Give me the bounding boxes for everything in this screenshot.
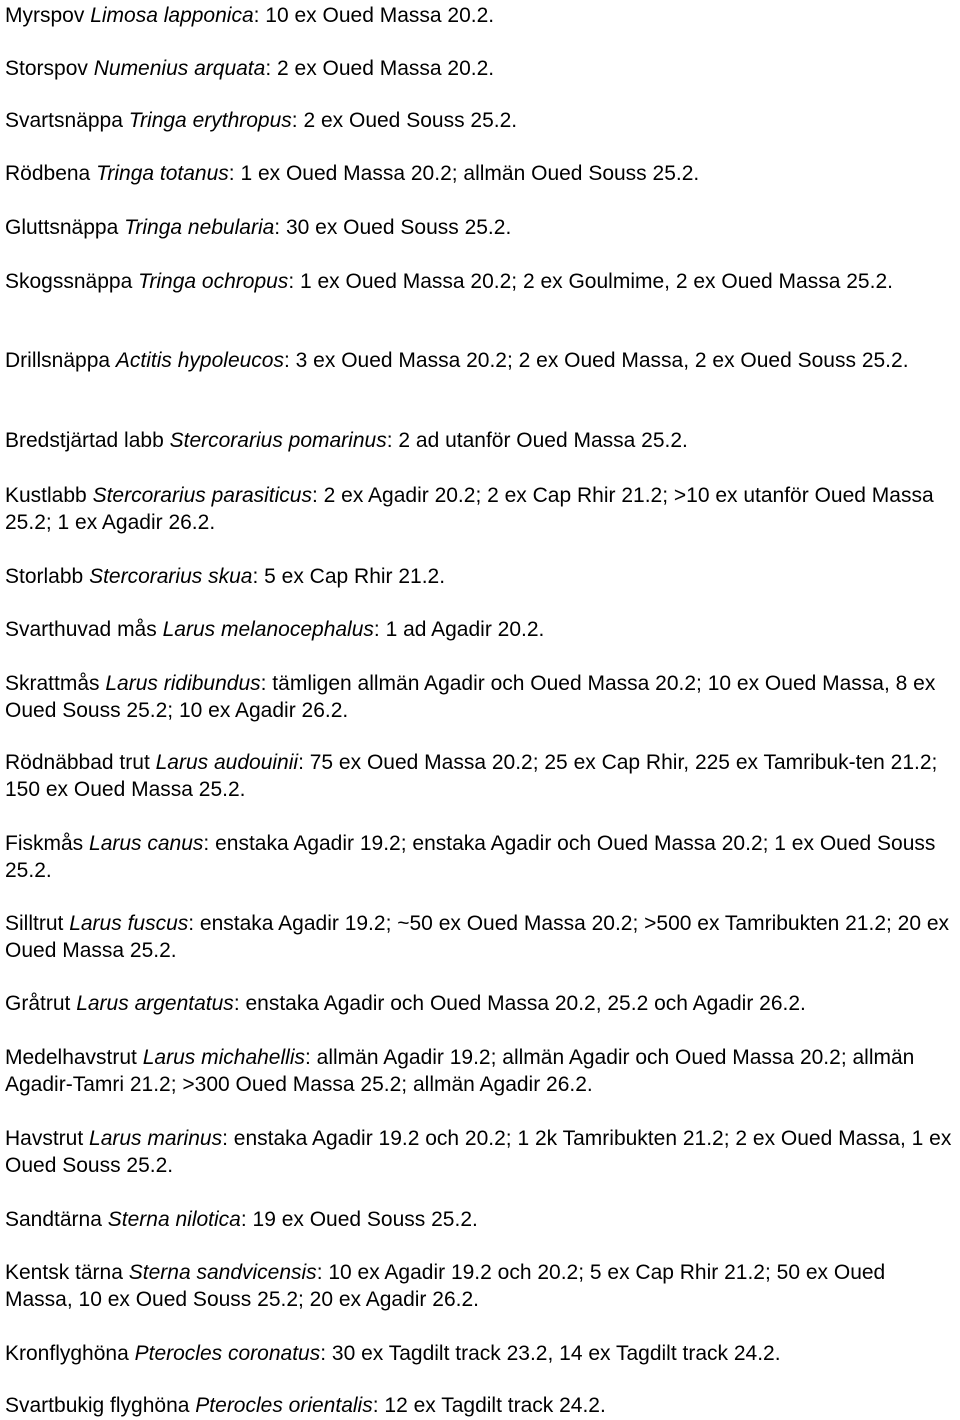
common-name: Svarthuvad mås	[5, 618, 157, 641]
observation-text: : 75 ex Oued Massa 20.2; 25 ex Cap Rhir, 225 ex Tamribuk-ten 21.2; 150 ex Oued Massa 25.2.	[5, 751, 938, 801]
scientific-name: Larus melanocephalus	[162, 618, 374, 641]
scientific-name: Larus michahellis	[142, 1046, 305, 1069]
scientific-name: Sterna sandvicensis	[128, 1261, 317, 1284]
observation-text: : tämligen allmän Agadir och Oued Massa 20.2; 10 ex Oued Massa, 8 ex Oued Souss 25.2; 10 ex Agadir 26.2.	[5, 672, 936, 722]
common-name: Gluttsnäppa	[5, 216, 119, 239]
species-entry	[5, 214, 955, 241]
observation-text: : 30 ex Tagdilt track 23.2, 14 ex Tagdilt track 24.2.	[320, 1342, 781, 1365]
species-entry	[5, 1340, 955, 1367]
observation-text: : enstaka Agadir och Oued Massa 20.2, 25.2 och Agadir 26.2.	[233, 992, 806, 1015]
observation-text: : 2 ex Oued Massa 20.2.	[265, 57, 495, 80]
common-name: Rödnäbbad trut	[5, 751, 150, 774]
species-entry	[5, 1125, 955, 1179]
common-name: Kronflyghöna	[5, 1342, 129, 1365]
common-name: Fiskmås	[5, 832, 84, 855]
common-name: Drillsnäppa	[5, 349, 111, 372]
observation-text: : 19 ex Oued Souss 25.2.	[240, 1208, 478, 1231]
scientific-name: Sterna nilotica	[107, 1208, 241, 1231]
observation-text: : 10 ex Agadir 19.2 och 20.2; 5 ex Cap Rhir 21.2; 50 ex Oued Massa, 10 ex Oued Souss 25.2; 20 ex Agadir 26.2.	[5, 1261, 886, 1311]
scientific-name: Pterocles orientalis	[195, 1394, 373, 1417]
scientific-name: Larus marinus	[89, 1127, 223, 1150]
scientific-name: Larus canus	[89, 832, 204, 855]
species-entry	[5, 910, 955, 964]
common-name: Medelhavstrut	[5, 1046, 137, 1069]
observation-text: : 3 ex Oued Massa 20.2; 2 ex Oued Massa, 2 ex Oued Souss 25.2.	[284, 349, 909, 372]
scientific-name: Tringa nebularia	[124, 216, 275, 239]
species-entry	[5, 616, 955, 643]
observation-text: : 10 ex Oued Massa 20.2.	[253, 4, 495, 27]
species-entry	[5, 670, 955, 724]
species-entry	[5, 990, 955, 1017]
common-name: Gråtrut	[5, 992, 71, 1015]
species-entry	[5, 160, 955, 187]
common-name: Skogssnäppa	[5, 270, 133, 293]
species-entry	[5, 749, 955, 803]
common-name: Rödbena	[5, 162, 91, 185]
common-name: Myrspov	[5, 4, 85, 27]
common-name: Kentsk tärna	[5, 1261, 123, 1284]
scientific-name: Larus audouinii	[155, 751, 299, 774]
common-name: Havstrut	[5, 1127, 84, 1150]
observation-text: : 2 ex Agadir 20.2; 2 ex Cap Rhir 21.2; >10 ex utanför Oued Massa 25.2; 1 ex Agadir 26.2.	[5, 484, 934, 534]
scientific-name: Tringa totanus	[96, 162, 229, 185]
observation-text: : enstaka Agadir 19.2; ~50 ex Oued Massa 20.2; >500 ex Tamribukten 21.2; 20 ex Oued Massa 25.2.	[5, 912, 950, 962]
common-name: Silltrut	[5, 912, 64, 935]
scientific-name: Pterocles coronatus	[134, 1342, 321, 1365]
observation-text: : 2 ad utanför Oued Massa 25.2.	[386, 429, 688, 452]
common-name: Skrattmås	[5, 672, 100, 695]
observation-text: : 1 ex Oued Massa 20.2; 2 ex Goulmime, 2 ex Oued Massa 25.2.	[288, 270, 893, 293]
scientific-name: Larus argentatus	[76, 992, 234, 1015]
scientific-name: Actitis hypoleucos	[115, 349, 284, 372]
observation-text: : 2 ex Oued Souss 25.2.	[291, 109, 518, 132]
species-entry	[5, 1259, 955, 1313]
common-name: Kustlabb	[5, 484, 87, 507]
observation-text: : 1 ex Oued Massa 20.2; allmän Oued Souss 25.2.	[228, 162, 700, 185]
scientific-name: Numenius arquata	[93, 57, 266, 80]
scientific-name: Limosa lapponica	[90, 4, 254, 27]
species-entry	[5, 347, 955, 374]
species-entry	[5, 1044, 955, 1098]
species-entry	[5, 2, 955, 29]
common-name: Storlabb	[5, 565, 84, 588]
species-entry	[5, 1206, 955, 1233]
common-name: Svartsnäppa	[5, 109, 123, 132]
observation-text: : 1 ad Agadir 20.2.	[373, 618, 545, 641]
scientific-name: Larus ridibundus	[105, 672, 261, 695]
species-entry	[5, 268, 955, 295]
species-entry	[5, 107, 955, 134]
observation-text: : enstaka Agadir 19.2 och 20.2; 1 2k Tamribukten 21.2; 2 ex Oued Massa, 1 ex Oued Souss 25.2.	[5, 1127, 952, 1177]
common-name: Sandtärna	[5, 1208, 102, 1231]
scientific-name: Stercorarius skua	[89, 565, 253, 588]
scientific-name: Tringa erythropus	[128, 109, 292, 132]
scientific-name: Stercorarius pomarinus	[169, 429, 387, 452]
species-entry	[5, 482, 955, 536]
observation-text: : 30 ex Oued Souss 25.2.	[274, 216, 512, 239]
observation-text: : 5 ex Cap Rhir 21.2.	[252, 565, 446, 588]
common-name: Svartbukig flyghöna	[5, 1394, 190, 1417]
scientific-name: Larus fuscus	[69, 912, 189, 935]
species-entry	[5, 55, 955, 82]
observation-text: : allmän Agadir 19.2; allmän Agadir och Oued Massa 20.2; allmän Agadir-Tamri 21.2; >300 Oued Massa 25.2; allmän Agadir 26.2.	[5, 1046, 915, 1096]
species-entry	[5, 1392, 955, 1419]
common-name: Bredstjärtad labb	[5, 429, 164, 452]
observation-text: : enstaka Agadir 19.2; enstaka Agadir och Oued Massa 20.2; 1 ex Oued Souss 25.2.	[5, 832, 936, 882]
species-entry	[5, 830, 955, 884]
scientific-name: Stercorarius parasiticus	[92, 484, 312, 507]
species-entry	[5, 427, 955, 454]
common-name: Storspov	[5, 57, 88, 80]
observation-text: : 12 ex Tagdilt track 24.2.	[372, 1394, 606, 1417]
scientific-name: Tringa ochropus	[138, 270, 289, 293]
species-entry	[5, 563, 955, 590]
